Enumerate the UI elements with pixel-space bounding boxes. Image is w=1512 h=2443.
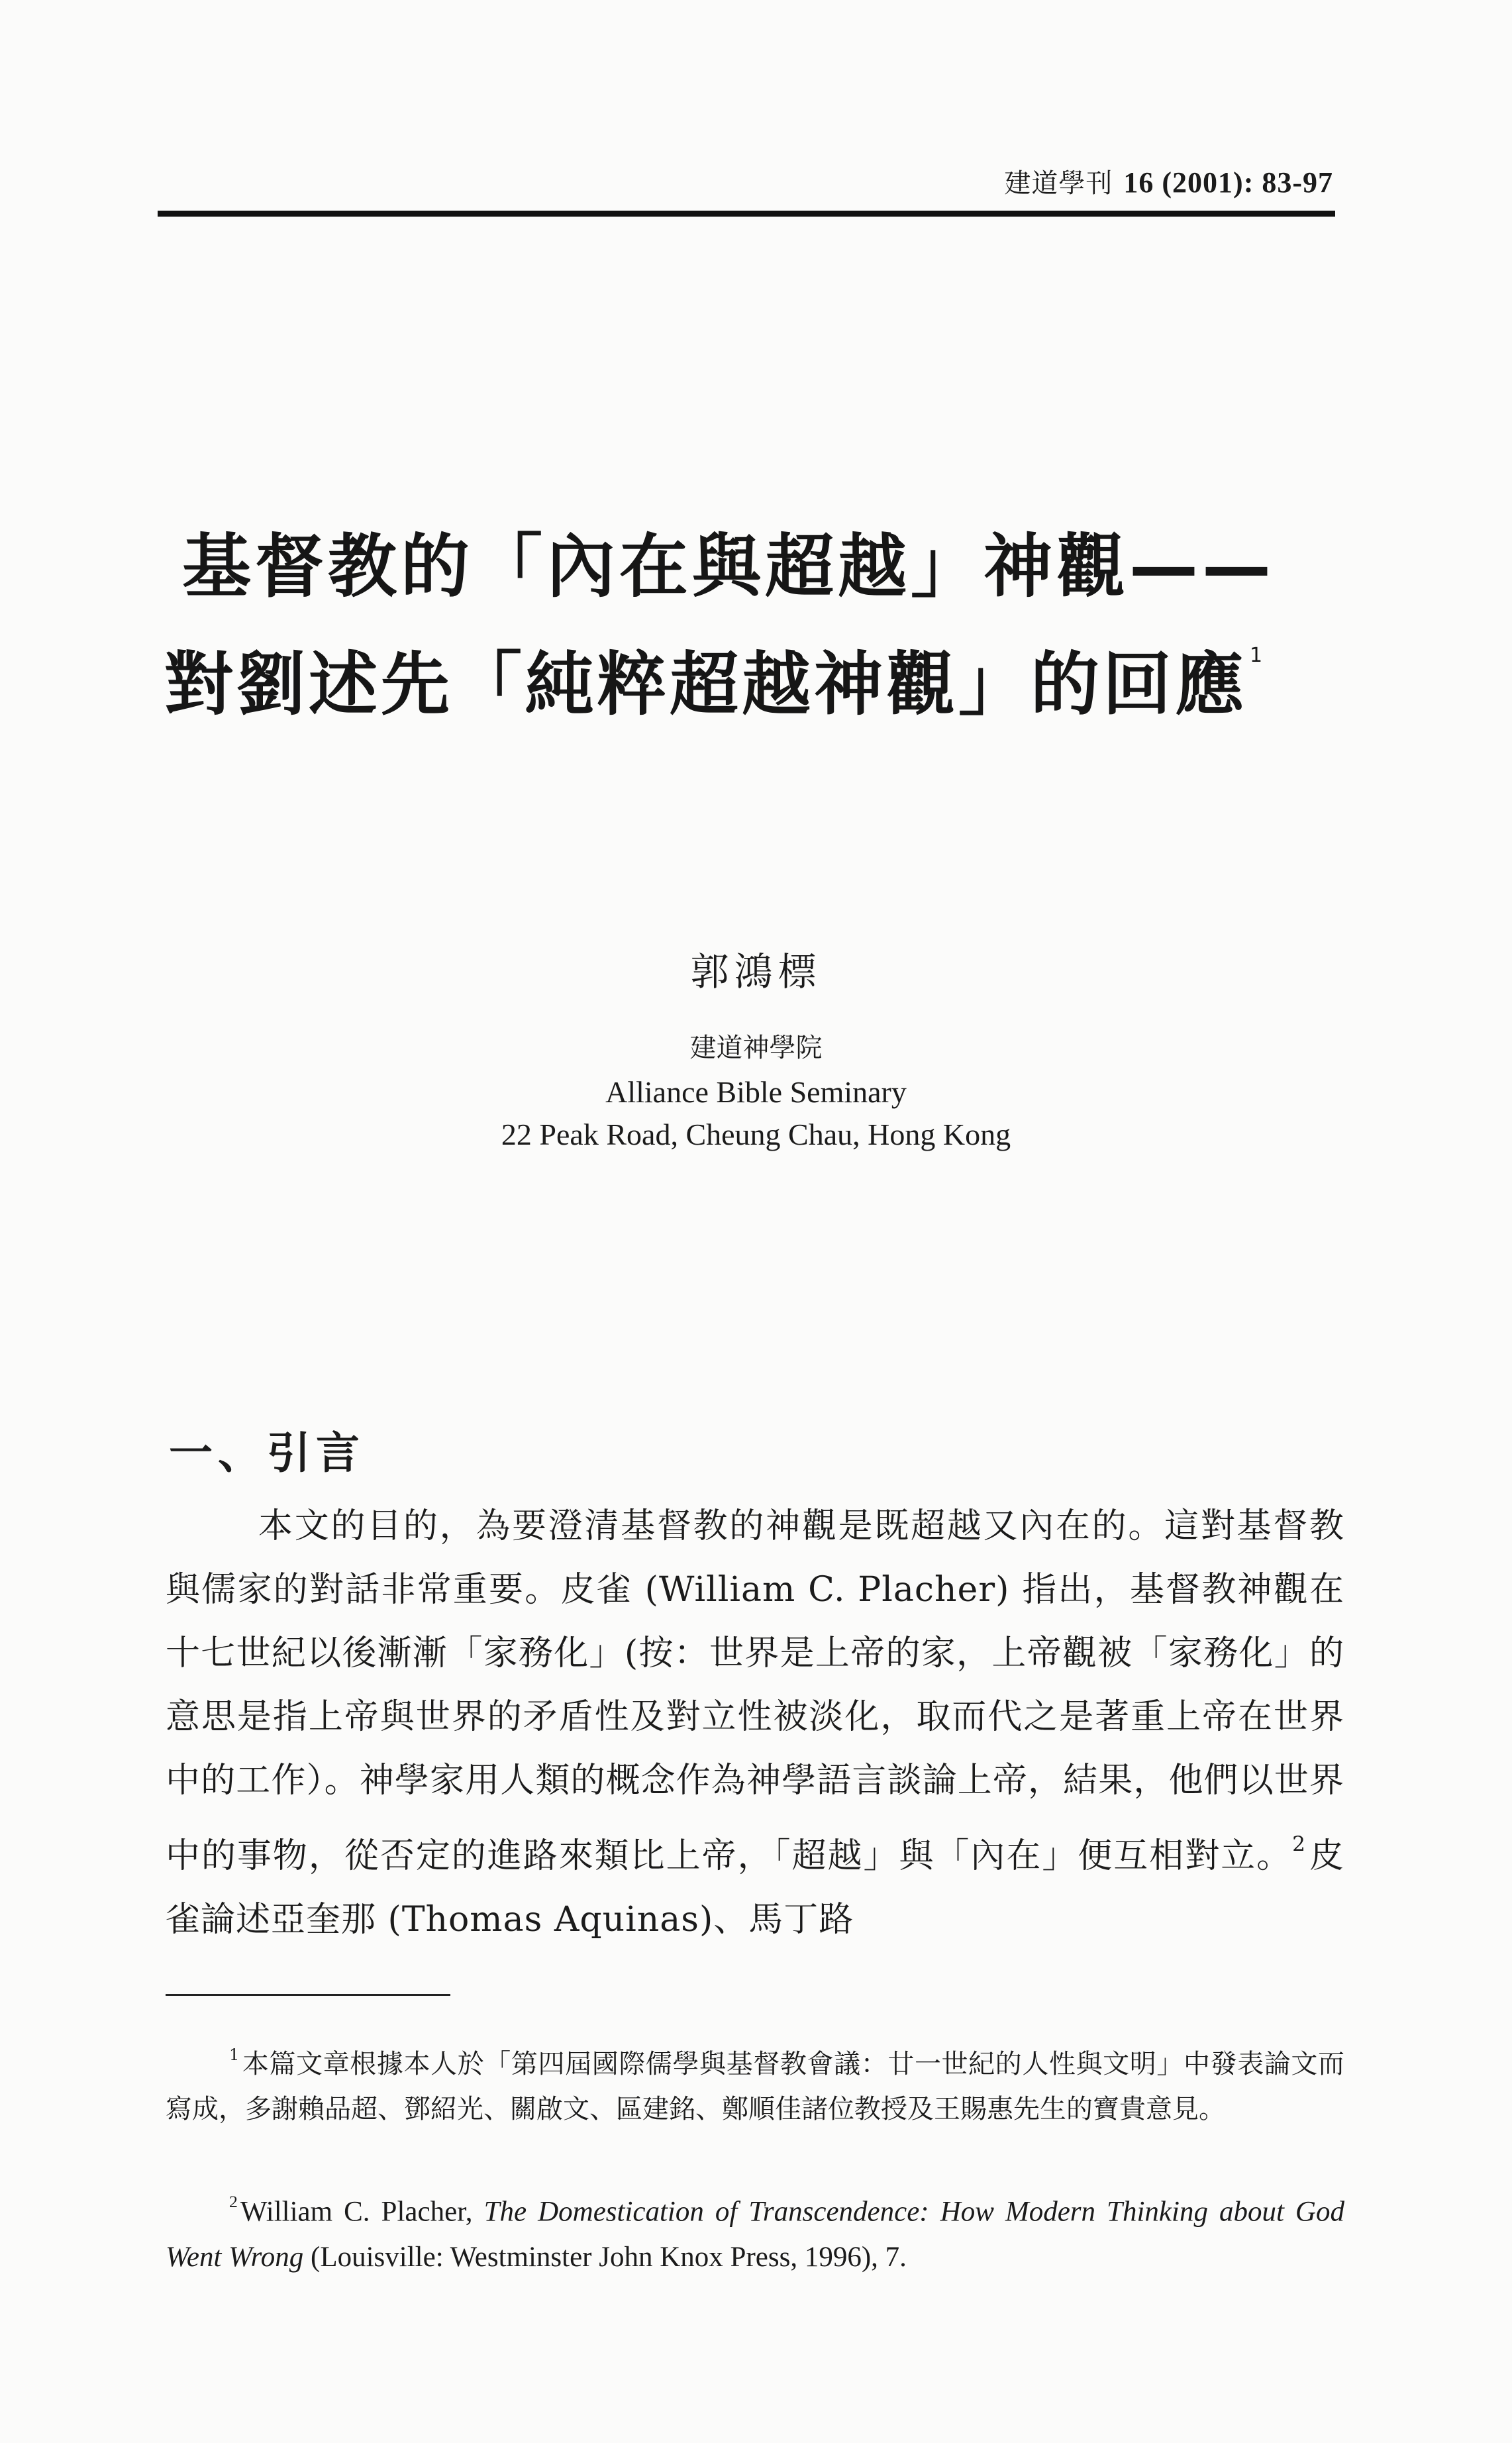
footnote-1 xyxy=(166,2032,1344,2132)
journal-citation: 16 (2001): 83-97 xyxy=(1123,166,1333,199)
body-paragraph xyxy=(166,1494,1344,1951)
footnote-2 xyxy=(166,2179,1344,2280)
footnote-1-text: 本篇文章根據本人於「第四屆國際儒學與基督教會議：廿一世紀的人性與文明」中發表論文而寫成，多謝賴品超、鄧紹光、關啟文、區建銘、鄭順佳諸位教授及王賜惠先生的寶貴意見。 xyxy=(166,2049,1344,2125)
footnote-1-mark: 1 xyxy=(229,2046,240,2064)
section-heading: 一、引言 xyxy=(169,1428,365,1479)
footnote-rule xyxy=(166,1994,450,1996)
institution-english: Alliance Bible Seminary xyxy=(605,1075,907,1109)
footnote-2-publication: (Louisville: Westminster John Knox Press, 1996), 7. xyxy=(311,2241,907,2273)
footnote-2-title: The Domestication of Transcendence: How Modern Thinking about God Went Wrong xyxy=(166,2196,1344,2273)
title-line-1: 基督教的「內在與超越」神觀—— xyxy=(182,526,1276,607)
title-footnote-mark: 1 xyxy=(1250,644,1266,667)
footnote-2-author: William C. Placher, xyxy=(240,2196,473,2228)
institution-address: 22 Peak Road, Cheung Chau, Hong Kong xyxy=(501,1118,1011,1151)
title-line-2-text: 對劉述先「純粹超越神觀」的回應 xyxy=(164,644,1248,725)
author-name: 郭鴻標 xyxy=(690,949,822,994)
header-rule xyxy=(158,211,1335,217)
body-footnote-mark: 2 xyxy=(1292,1832,1306,1856)
institution-chinese: 建道神學院 xyxy=(689,1033,823,1063)
running-head xyxy=(1004,163,1333,203)
journal-name: 建道學刊 xyxy=(1004,168,1113,199)
body-text-part-2: 皮雀論述亞奎那 (Thomas Aquinas)、馬丁路 xyxy=(166,1836,1344,1940)
footnote-2-mark: 2 xyxy=(229,2192,238,2211)
title-line-2 xyxy=(164,613,1343,727)
body-text-part-1: 本文的目的，為要澄清基督教的神觀是既超越又內在的。這對基督教與儒家的對話非常重要。皮雀 (William C. Placher) 指出，基督教神觀在十七世紀以後漸漸「家務化」(按：世界是上帝的家，上帝觀被「家務化」的意思是指上帝與世界的矛盾性及對立性被淡化，取而代之是著重上帝在世界中的工作）。神學家用人類的概念作為神學語言談論上帝，結果，他們以世界中的事物，從否定的進路來類比上帝，「超越」與「內在」便互相對立。 xyxy=(166,1506,1344,1876)
